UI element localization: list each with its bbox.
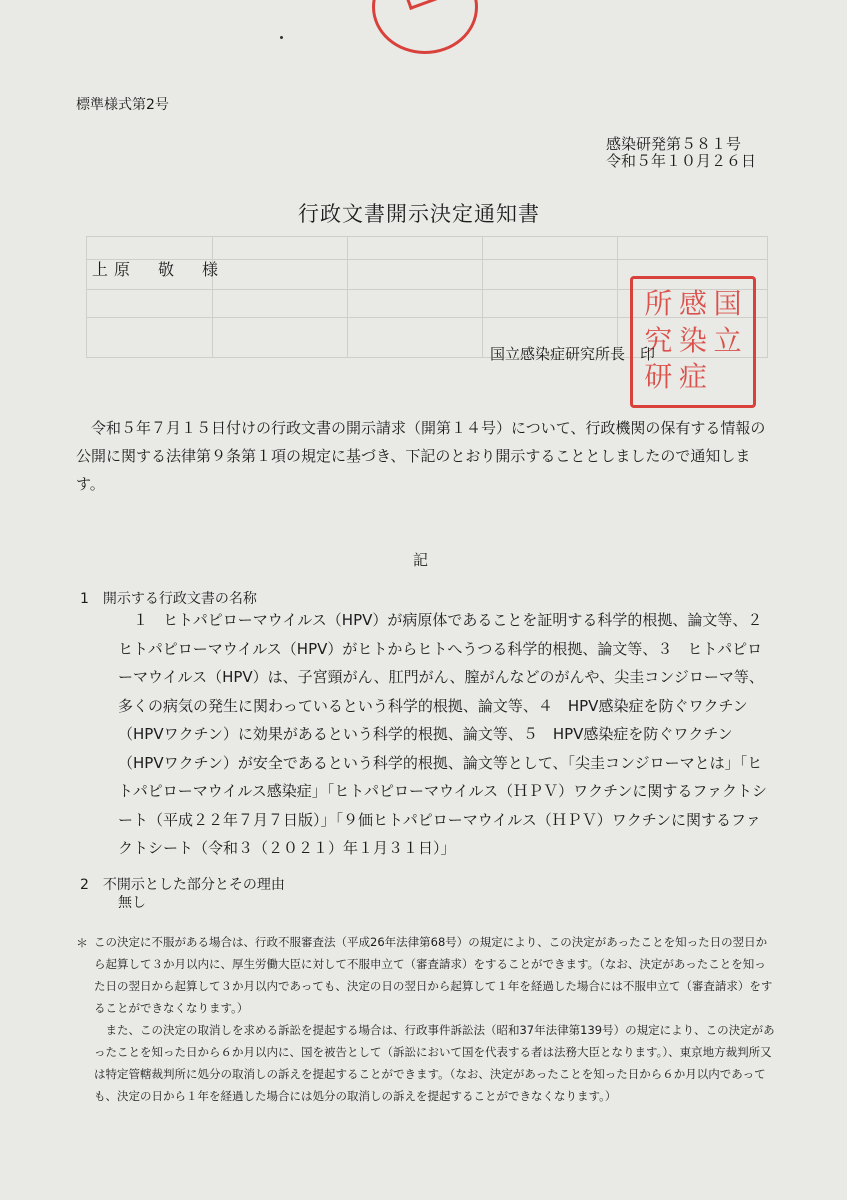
note-paragraph-2: また、この決定の取消しを求める訴訟を提起する場合は、行政事件訴訟法（昭和37年法律第139号）の規定により、この決定があったことを知った日から６か月以内に、国を被告として（訴訟において国を代表する者は法務大臣となります。）、東京地方裁判所又は特定管轄裁判所に処分の取消しの訴えを提起することができます。（なお、決定があったことを知った日から６か月以内であっても、決定の日から１年を経過した場合には処分の取消しの訴えを提起することができなくなります。） [94,1023,775,1103]
form-id: 標準様式第2号 [76,97,169,113]
seal-char: 国 [713,287,742,320]
ki-heading: 記 [413,551,429,569]
ink-dot [280,36,283,39]
section2-heading: 2 不開示とした部分とその理由 [80,877,285,893]
recipient-name: 上原 敬 様 [92,260,225,279]
seal-char: 染 [678,323,707,357]
section1-body: １ ヒトパピローマウイルス（HPV）が病原体であることを証明する科学的根拠、論文等、２ ヒトパピローマウイルス（HPV）がヒトからヒトへうつる科学的根拠、論文等、３ ヒトパピローマウイルス（HPV）は、子宮頸がん、肛門がん、膣がんなどのがんや、尖圭コンジローマ等、多くの病気の発生に関わっているという科学的根拠、論文等、４ HPV感染症を防ぐワクチン（HPVワクチン）に効果があるという科学的根拠、論文等、５ HPV感染症を防ぐワクチン（HPVワクチン）が安全であるという科学的根拠、論文等として、「尖圭コンジローマとは」「ヒトパピローマウイルス感染症」「ヒトパピローマウイルス（ＨＰＶ）ワクチンに関するファクトシート（平成２２年７月７日版）」「９価ヒトパピローマウイルス（ＨＰＶ）ワクチンに関するファクトシート（令和３（２０２１）年１月３１日）」 [118,611,778,857]
seal-char: 感 [678,287,707,320]
official-seal [630,276,756,408]
document-number: 感染研発第５８１号 [606,135,742,153]
document-title: 行政文書開示決定通知書 [298,202,540,226]
note-asterisk: ＊ [76,936,89,950]
seal-characters [641,287,745,397]
note-paragraph-1: この決定に不服がある場合は、行政不服審査法（平成26年法律第68号）の規定により、この決定があったことを知った日の翌日から起算して３か月以内に、厚生労働大臣に対して不服申立て（審査請求）をすることができます。（なお、決定があったことを知った日の翌日から起算して３か月以内であっても、決定の日の翌日から起算して１年を経過した場合には不服申立て（審査請求）をすることができなくなります。） [94,935,773,1015]
notes-block [76,931,776,1107]
seal-char: 究 [644,323,673,357]
seal-char: 症 [678,360,707,394]
issue-date: 令和５年１０月２６日 [606,152,757,170]
section2-body: 無し [118,895,146,911]
intro-paragraph: 令和５年７月１５日付けの行政文書の開示請求（開第１４号）について、行政機関の保有する情報の公開に関する法律第９条第１項の規定に基づき、下記のとおり開示することとしましたので通知します。 [76,419,766,493]
top-seal-stamp [372,0,478,54]
seal-char: 所 [644,287,673,320]
section1-heading: 1 開示する行政文書の名称 [80,591,257,607]
seal-char: 立 [713,323,742,357]
seal-char: 研 [644,360,673,394]
seal-char [710,360,745,397]
issuer: 国立感染症研究所長 印 [490,345,656,363]
